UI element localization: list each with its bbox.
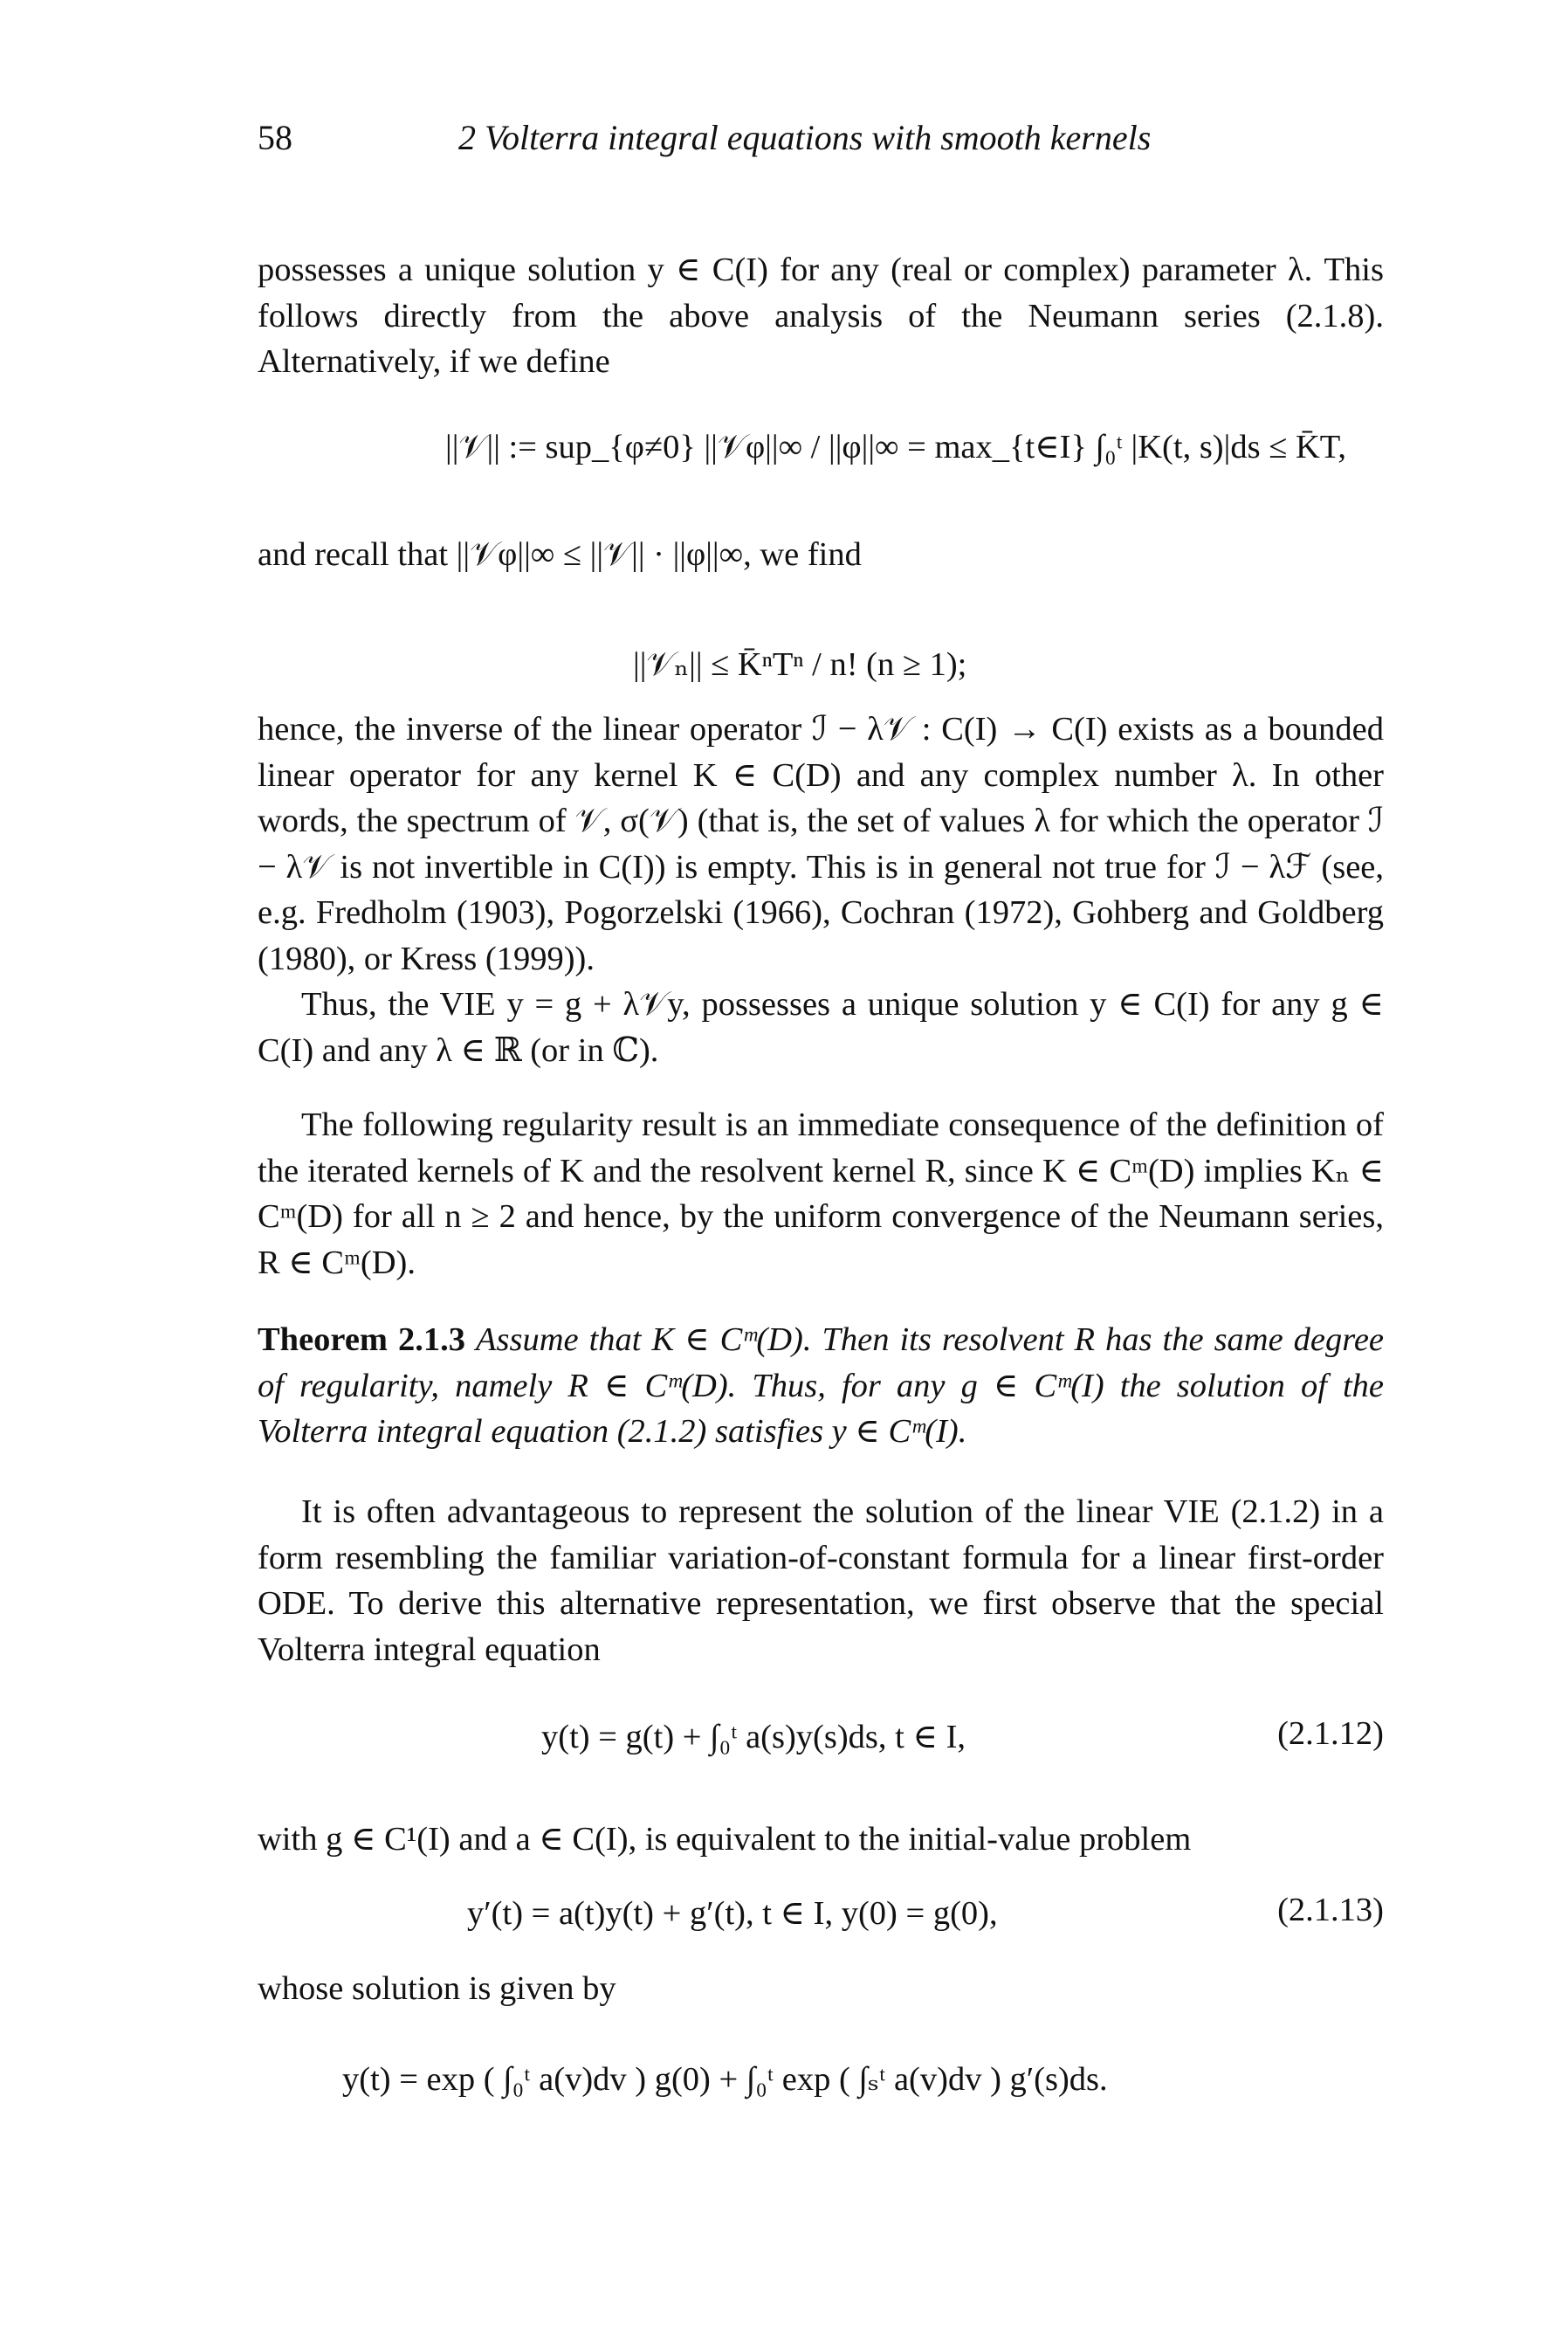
equation-2-1-12-body: y(t) = g(t) + ∫₀ᵗ a(s)y(s)ds, t ∈ I, [541,1719,966,1755]
equation-operator-norm-body: ||𝒱|| := sup_{φ≠0} ||𝒱φ||∞ / ||φ||∞ = max_{t∈I} ∫₀ᵗ |K(t, s)|ds ≤ K̄T, [445,429,1347,465]
paragraph-spectrum [258,707,1384,1073]
paragraph-1: possesses a unique solution y ∈ C(I) for any (real or complex) parameter λ. This follows directly from the above analysis of the Neumann series (2.1.8). Alternatively, if we define [258,252,1384,380]
paragraph-intro [258,247,1384,385]
equation-2-1-12-number: (2.1.12) [1277,1715,1384,1752]
equation-solution-formula [342,2057,1108,2102]
theorem-block [258,1317,1384,1455]
equation-2-1-13-body: y′(t) = a(t)y(t) + g′(t), t ∈ I, y(0) = g(0), [467,1895,998,1932]
paragraph-solution-intro [258,1966,1384,2012]
paragraph-ivp [258,1817,1384,1863]
paragraph-7: with g ∈ C¹(I) and a ∈ C(I), is equivalent to the initial-value problem [258,1821,1192,1858]
equation-iterated-bound [633,642,966,687]
paragraph-recall [258,532,1384,578]
running-title: 2 Volterra integral equations with smooth kernels [458,118,1152,157]
equation-operator-norm [445,424,1346,470]
equation-2-1-12 [541,1714,966,1760]
page-header [258,117,1384,169]
theorem-text: Assume that K ∈ Cᵐ(D). Then its resolvent R has the same degree of regularity, namely R ∈ Cᵐ(D). Thus, for any g ∈ Cᵐ(I) the solution of the Volterra integral equation (2.1.2) satisfies y ∈ Cᵐ(I). [258,1321,1385,1450]
equation-2-1-13-number: (2.1.13) [1277,1892,1384,1928]
paragraph-regularity [258,1102,1384,1286]
page-number: 58 [258,118,292,157]
paragraph-representation [258,1489,1384,1672]
theorem-label: Theorem 2.1.3 [258,1321,465,1358]
equation-solution-formula-body: y(t) = exp ( ∫₀ᵗ a(v)dv ) g(0) + ∫₀ᵗ exp ( ∫ₛᵗ a(v)dv ) g′(s)ds. [342,2061,1108,2098]
paragraph-6: It is often advantageous to represent the solution of the linear VIE (2.1.2) in a form resembling the familiar variation-of-constant formula for a linear first-order ODE. To derive this alternative representation, we first observe that the special Volterra integral equation [258,1493,1384,1668]
paragraph-8: whose solution is given by [258,1970,616,2007]
paragraph-3: hence, the inverse of the linear operator ℐ − λ𝒱 : C(I) → C(I) exists as a bounded linear operator for any kernel K ∈ C(D) and any complex number λ. In other words, the spectrum of 𝒱, σ(𝒱) (that is, the set of values λ for which the operator ℐ − λ𝒱 is not invertible in C(I)) is empty. This is in general not true for ℐ − λℱ (see, e.g. Fredholm (1903), Pogorzelski (1966), Cochran (1972), Gohberg and Goldberg (1980), or Kress (1999)). [258,711,1384,977]
paragraph-2: and recall that ||𝒱φ||∞ ≤ ||𝒱|| · ||φ||∞, we find [258,536,862,573]
equation-2-1-13 [467,1891,998,1936]
paragraph-4: Thus, the VIE y = g + λ𝒱y, possesses a unique solution y ∈ C(I) for any g ∈ C(I) and any λ ∈ ℝ (or in ℂ). [258,986,1384,1069]
equation-iterated-bound-body: ||𝒱ₙ|| ≤ K̄ⁿTⁿ / n! (n ≥ 1); [633,646,967,683]
paragraph-5: The following regularity result is an immediate consequence of the definition of the iterated kernels of K and the resolvent kernel R, since K ∈ Cᵐ(D) implies Kₙ ∈ Cᵐ(D) for all n ≥ 2 and hence, by the uniform convergence of the Neumann series, R ∈ Cᵐ(D). [258,1107,1384,1281]
